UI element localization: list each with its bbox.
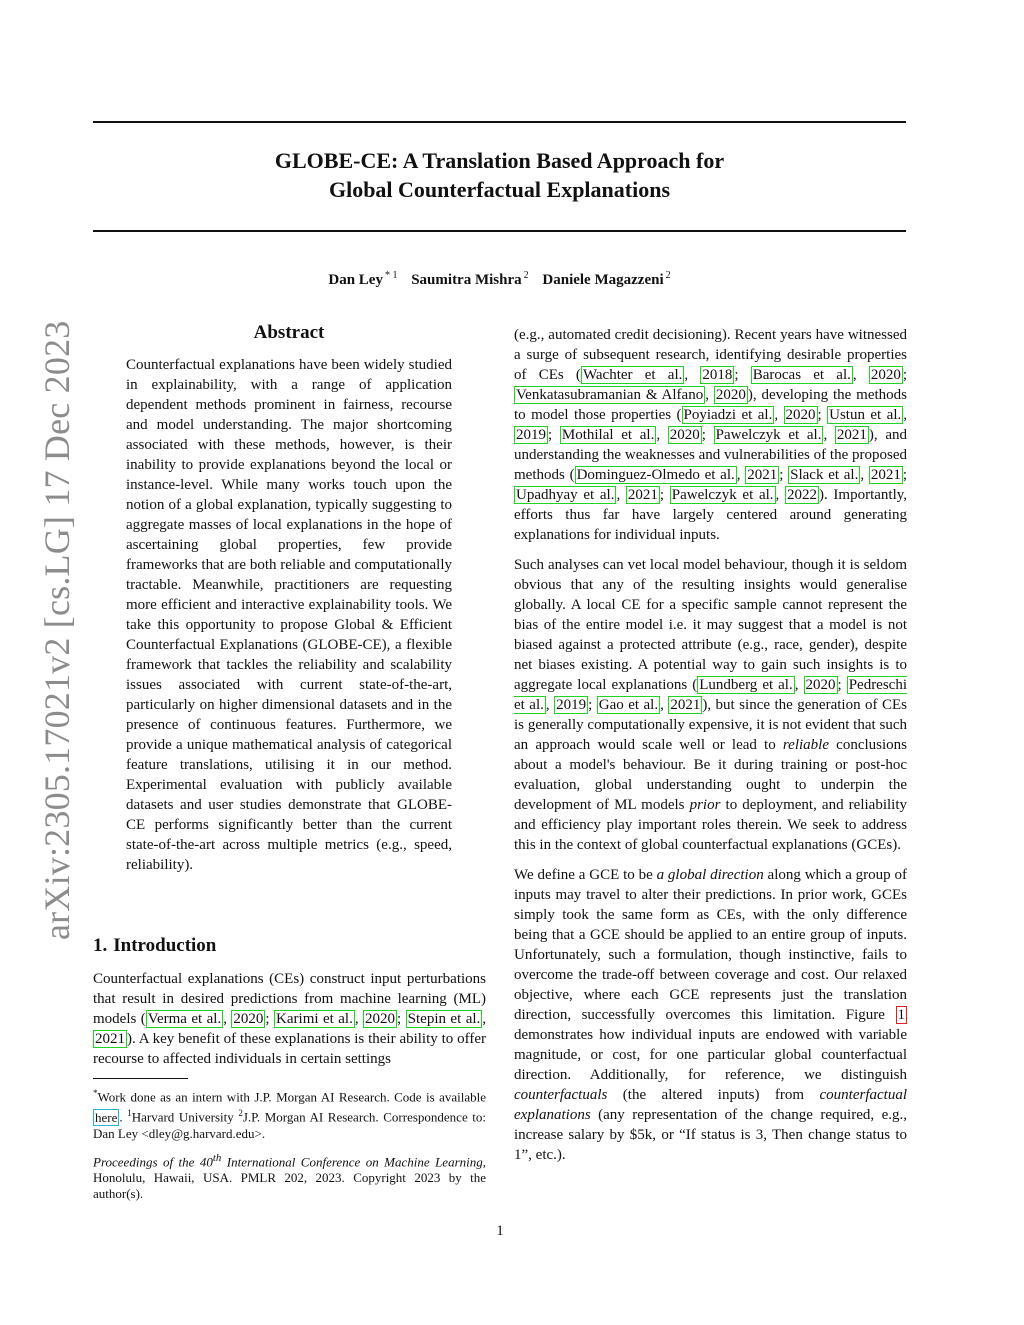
citation-link[interactable]: Venkatasubramanian & Alfano xyxy=(516,387,704,403)
paragraph xyxy=(514,865,907,1165)
text-run: along which a group of inputs may travel to alter their predictions. In prior work, GCEs simply took the same form as CEs, with the only difference being that a GCE should be applied to an entire group of inputs. Unfortunately, such a formulation, though instinctive, fails to overcome the trade-off between coverage and cost. Our relaxed objective, where each GCE represents just the translation direction, successfully overcomes this limitation. Figure xyxy=(514,867,908,1023)
abstract-body: Counterfactual explanations have been widely studied in explainability, with a range of application dependent methods prominent in fairness, recourse and model understanding. The major shortcoming associated with these methods, however, is their inability to provide explanations beyond the local or instance-level. While many works touch upon the notion of a global explanation, typically suggesting to aggregate masses of local explanations in the hope of ascertaining global properties, few provide frameworks that are both reliable and computationally tractable. Meanwhile, practitioners are requesting more efficient and interactive explainability tools. We take this opportunity to propose Global & Efficient Counterfactual Explanations (GLOBE-CE), a flexible framework that tackles the reliability and scalability issues associated with current state-of-the-art, particularly on higher dimensional datasets and in the presence of continuous features. Furthermore, we provide a unique mathematical analysis of categorical feature translations, utilising it in our method. Experimental evaluation with publicly available datasets and user studies demonstrate that GLOBE-CE performs significantly better than the current state-of-the-art across multiple metrics (e.g., speed, reliability). xyxy=(126,357,452,873)
proceedings-italic: Proceedings of the 40 xyxy=(93,1154,213,1170)
abstract-heading: Abstract xyxy=(253,322,325,343)
citation-link[interactable]: 2021 xyxy=(670,697,701,713)
citation-link[interactable]: Mothilal et al. xyxy=(561,427,655,443)
text-run: to deployment, and reliability and efficiency play important roles therein. We seek to address this in the context of global counterfactual explanations (GCEs). xyxy=(514,797,907,853)
title-bottom-rule xyxy=(93,230,906,232)
paragraph: (e.g., automated credit decisioning). Recent years have witnessed a surge of subsequent research, identifying desirable properties of CEs ( Wachter et al. , 2018 ; Barocas et al. , 2020 ; Venkatasubramanian & Alfano , 2020 ), developing the methods to model those properties ( Poyiadzi et al. , 2020 ; Ustun et al. , 2019 ; Mothilal et al. , 2020 ; Pawelczyk et al. , 2021 ), and understanding the weaknesses and vulnerabilities of the proposed methods ( Dominguez-Olmedo et al. , 2021 ; Slack et al. , 2021 ; Upadhyay et al. , 2021 ; Pawelczyk et al. , 2022 ). Importantly, efforts thus far have largely centered around generating explanations for individual inputs. xyxy=(514,327,908,543)
citation-link[interactable]: 2020 xyxy=(715,387,746,403)
emphasis: reliable xyxy=(782,737,830,753)
page-number: 1 xyxy=(496,1223,504,1239)
text-run: We define a GCE to be xyxy=(514,867,657,883)
emphasis: counterfactuals xyxy=(514,1087,608,1103)
emphasis: counterfactual explanations xyxy=(514,1087,907,1123)
footnote-rule xyxy=(93,1078,188,1079)
text-run: Counterfactual explanations (CEs) construct input perturbations that result in desired predictions from machine learning (ML) models ( xyxy=(93,971,486,1027)
citation-link[interactable]: Wachter et al. xyxy=(582,367,683,383)
text-run: ). Importantly, efforts thus far have largely centered around generating explanations for individual inputs. xyxy=(514,487,908,543)
citation-link[interactable]: Stepin et al. xyxy=(407,1011,481,1027)
right-column xyxy=(514,325,907,1175)
author-name: Saumitra Mishra xyxy=(411,272,522,288)
citation-link[interactable]: Karimi et al. xyxy=(276,1011,353,1027)
paper-title xyxy=(93,146,906,204)
emphasis: prior xyxy=(689,797,721,813)
author-affiliation-mark: 2 xyxy=(523,270,529,281)
intro-paragraph-1: Counterfactual explanations (CEs) construct input perturbations that result in desired predictions from machine learning (ML) models ( Verma et al. , 2020 ; Karimi et al. , 2020 ; Stepin et al. , 2021 ). A key benefit of these explanations is their ability to offer recourse to affected individuals in certain settings xyxy=(93,971,487,1067)
citation-link[interactable]: Verma et al. xyxy=(147,1011,222,1027)
author-3 xyxy=(542,272,670,288)
section-heading-introduction xyxy=(93,935,216,957)
citation-link[interactable]: 2022 xyxy=(786,487,817,503)
text-run: (any representation of the change required, e.g., increase salary by $5k, or “If status is 3, Then change status to 1”, etc.). xyxy=(514,1107,907,1163)
citation-link[interactable]: Lundberg et al. xyxy=(699,677,793,693)
footnote xyxy=(93,1085,486,1142)
citation-link[interactable]: 2021 xyxy=(870,467,901,483)
citation-link[interactable]: 2021 xyxy=(627,487,658,503)
text-run: ), but since the generation of CEs is generally computationally expensive, it is not evident that such an approach would scale well or lead to xyxy=(514,697,908,753)
citation-link[interactable]: 2018 xyxy=(702,367,733,383)
citation-link[interactable]: Pawelczyk et al. xyxy=(715,427,822,443)
figure-reference-link[interactable]: 1 xyxy=(897,1007,905,1023)
citation-link[interactable]: 2020 xyxy=(669,427,700,443)
citation-link[interactable]: Poyiadzi et al. xyxy=(683,407,773,423)
text-run: , Honolulu, Hawaii, USA. PMLR 202, 2023. Copyright 2023 by the author(s). xyxy=(93,1154,486,1202)
paragraph: Such analyses can vet local model behaviour, though it is seldom obvious that any of the resulting insights would generalise globally. A local CE for a specific sample cannot represent the bias of the entire model i.e. it may suggest that a model is not biased against a protected attribute (e.g., race, gender), despite net biases existing. A potential way to gain such insights is to aggregate local explanations ( Lundberg et al. , 2020 ; Pedreschi et al. , 2019 ; Gao et al. , 2021 ), but since the generation of CEs is generally computationally expensive, it is not evident that such an approach would scale well or lead to reliable conclusions about a model's behaviour. Be it during training or post-hoc evaluation, global understanding ought to underpin the development of ML models prior to deployment, and reliability and efficiency play important roles therein. We seek to address this in the context of global counterfactual explanations (GCEs). xyxy=(514,557,908,853)
citation-link[interactable]: 2020 xyxy=(233,1011,264,1027)
code-link[interactable]: here xyxy=(95,1109,118,1125)
text-run: Such analyses can vet local model behaviour, though it is seldom obvious that any of the resulting insights would generalise globally. A local CE for a specific sample cannot represent the bias of the entire model i.e. it may suggest that a model is not biased against a protected attribute (e.g., race, gender), despite net biases existing. A potential way to gain such insights is to aggregate local explanations ( xyxy=(514,557,907,693)
author-2 xyxy=(411,272,528,288)
text-run: ), and understanding the weaknesses and vulnerabilities of the proposed methods ( xyxy=(514,427,908,483)
citation-link[interactable]: 2019 xyxy=(556,697,587,713)
title-top-rule xyxy=(93,121,906,123)
affiliation-text: Harvard University xyxy=(131,1109,239,1125)
citation-link[interactable]: 2021 xyxy=(747,467,778,483)
citation-link[interactable]: 2020 xyxy=(785,407,816,423)
citation-link[interactable]: Pedreschi et al. xyxy=(514,677,908,713)
text-run: (e.g., automated credit decisioning). Recent years have witnessed a surge of subsequent research, identifying desirable properties of CEs ( xyxy=(514,327,907,383)
author-list xyxy=(93,266,906,290)
affiliation-text: J.P. Morgan AI Research. Correspondence to: Dan Ley <dley@g.harvard.edu>. xyxy=(93,1109,487,1141)
text-run: ), developing the methods to model those properties ( xyxy=(514,387,907,423)
title-line-2: Global Counterfactual Explanations xyxy=(328,177,671,202)
author-affiliation-mark: 2 xyxy=(665,270,671,281)
affiliation-mark: 2 xyxy=(238,1108,243,1119)
affiliation-mark: 1 xyxy=(127,1108,132,1119)
author-1 xyxy=(328,272,397,288)
citation-link[interactable]: 2021 xyxy=(95,1031,125,1047)
citation-link[interactable]: 2020 xyxy=(805,677,836,693)
citation-link[interactable]: Dominguez-Olmedo et al. xyxy=(576,467,735,483)
text-run: ). A key benefit of these explanations is their ability to offer recourse to affected individuals in certain settings xyxy=(93,1031,486,1067)
citation-link[interactable]: 2020 xyxy=(365,1011,396,1027)
text-run: . xyxy=(119,1109,128,1125)
text-run: conclusions about a model's behaviour. Be it during training or post-hoc evaluation, global understanding ought to underpin the development of ML models xyxy=(514,737,908,813)
section-title: Introduction xyxy=(113,935,217,956)
citation-link[interactable]: Ustun et al. xyxy=(829,407,902,423)
author-affiliation-mark: * 1 xyxy=(384,270,398,281)
citation-link[interactable]: Upadhyay et al. xyxy=(516,487,615,503)
text-run: (the altered inputs) from xyxy=(607,1087,820,1103)
section-number: 1. xyxy=(93,935,108,956)
citation-link[interactable]: Pawelczyk et al. xyxy=(671,487,774,503)
text-run: demonstrates how individual inputs are endowed with variable magnitude, or cost, for one particular global counterfactual direction. Additionally, for reference, we distinguish xyxy=(514,1027,907,1083)
citation-link[interactable]: Gao et al. xyxy=(598,697,659,713)
proceedings-superscript: th xyxy=(212,1152,222,1164)
footnote-mark: * xyxy=(93,1088,98,1098)
citation-link[interactable]: 2021 xyxy=(836,427,867,443)
arxiv-side-stamp: arXiv:2305.17021v2 [cs.LG] 17 Dec 2023 xyxy=(37,320,77,940)
citation-link[interactable]: 2019 xyxy=(516,427,546,443)
text-run: Work done as an intern with J.P. Morgan AI Research. Code is available xyxy=(97,1089,486,1105)
citation-link[interactable]: Barocas et al. xyxy=(752,367,851,383)
citation-link[interactable]: 2020 xyxy=(870,367,901,383)
proceedings-italic: International Conference on Machine Learning xyxy=(221,1154,483,1170)
proceedings-note xyxy=(93,1150,486,1202)
citation-link[interactable]: Slack et al. xyxy=(790,467,859,483)
author-name: Daniele Magazzeni xyxy=(542,272,664,288)
title-line-1: GLOBE-CE: A Translation Based Approach for xyxy=(274,148,725,173)
author-name: Dan Ley xyxy=(328,272,383,288)
emphasis: a global direction xyxy=(656,867,764,883)
